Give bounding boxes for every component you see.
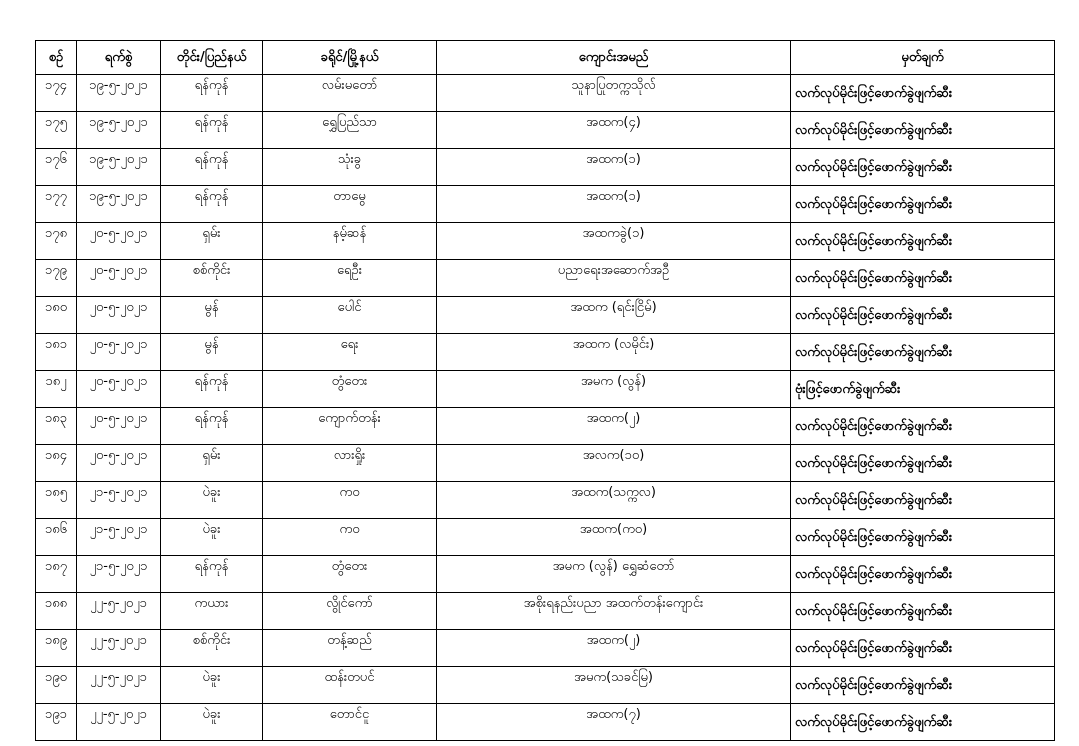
cell-school-name: အထက(၂) <box>437 630 791 667</box>
cell-region-state: ပဲခူး <box>161 667 263 704</box>
header-school-name: ကျောင်းအမည် <box>437 41 791 75</box>
cell-district-township: တွံတေး <box>263 556 437 593</box>
cell-date: ၂၀-၅-၂၀၂၁ <box>77 297 161 334</box>
cell-district-township: ရေး <box>263 334 437 371</box>
cell-district-township: ကဝ <box>263 519 437 556</box>
cell-serial-no: ၁၈၉ <box>36 630 77 667</box>
cell-remarks: လက်လုပ်မိုင်းဖြင့်ဖောက်ခွဲဖျက်ဆီး <box>791 260 1055 297</box>
cell-region-state: ရန်ကုန် <box>161 408 263 445</box>
cell-serial-no: ၁၈၆ <box>36 519 77 556</box>
cell-school-name: အထကခွဲ(၁) <box>437 223 791 260</box>
header-region-state: တိုင်း/ပြည်နယ် <box>161 41 263 75</box>
cell-remarks: ဗုံးဖြင့်ဖောက်ခွဲဖျက်ဆီး <box>791 371 1055 408</box>
header-remarks: မှတ်ချက် <box>791 41 1055 75</box>
cell-district-township: တောင်ငူ <box>263 704 437 741</box>
cell-district-township: တန့်ဆည် <box>263 630 437 667</box>
cell-date: ၂၁-၅-၂၀၂၁ <box>77 519 161 556</box>
cell-district-township: လမ်းမတော် <box>263 75 437 112</box>
cell-region-state: ပဲခူး <box>161 482 263 519</box>
cell-serial-no: ၁၇၇ <box>36 186 77 223</box>
cell-school-name: အမက(သခင်မြ) <box>437 667 791 704</box>
cell-region-state: ပဲခူး <box>161 519 263 556</box>
cell-remarks: လက်လုပ်မိုင်းဖြင့်ဖောက်ခွဲဖျက်ဆီး <box>791 334 1055 371</box>
cell-school-name: အထက(၁) <box>437 149 791 186</box>
cell-remarks: လက်လုပ်မိုင်းဖြင့်ဖောက်ခွဲဖျက်ဆီး <box>791 482 1055 519</box>
cell-remarks: လက်လုပ်မိုင်းဖြင့်ဖောက်ခွဲဖျက်ဆီး <box>791 630 1055 667</box>
cell-school-name: အထက (ရင်းငြိမ်) <box>437 297 791 334</box>
cell-school-name: အလက(၁၀) <box>437 445 791 482</box>
table-row <box>36 186 1055 223</box>
cell-region-state: ရန်ကုန် <box>161 112 263 149</box>
cell-school-name: အမက (လွန်) ရွှေဆံတော် <box>437 556 791 593</box>
cell-serial-no: ၁၈၅ <box>36 482 77 519</box>
table-row <box>36 75 1055 112</box>
cell-district-township: နမ့်ဆန် <box>263 223 437 260</box>
cell-date: ၁၉-၅-၂၀၂၁ <box>77 186 161 223</box>
cell-district-township: တွံတေး <box>263 371 437 408</box>
cell-school-name: အစိုးရနည်းပညာ အထက်တန်းကျောင်း <box>437 593 791 630</box>
cell-district-township: ပေါင် <box>263 297 437 334</box>
cell-school-name: အထက(သက္ကလ) <box>437 482 791 519</box>
cell-district-township: သုံးခွ <box>263 149 437 186</box>
cell-serial-no: ၁၈၁ <box>36 334 77 371</box>
cell-remarks: လက်လုပ်မိုင်းဖြင့်ဖောက်ခွဲဖျက်ဆီး <box>791 75 1055 112</box>
cell-serial-no: ၁၇၅ <box>36 112 77 149</box>
cell-region-state: မွန် <box>161 297 263 334</box>
cell-date: ၂၂-၅-၂၀၂၁ <box>77 593 161 630</box>
cell-remarks: လက်လုပ်မိုင်းဖြင့်ဖောက်ခွဲဖျက်ဆီး <box>791 593 1055 630</box>
header-district-township: ခရိုင်/မြို့နယ် <box>263 41 437 75</box>
table-row <box>36 334 1055 371</box>
table-row <box>36 149 1055 186</box>
table-row <box>36 260 1055 297</box>
cell-serial-no: ၁၈၈ <box>36 593 77 630</box>
cell-serial-no: ၁၈၂ <box>36 371 77 408</box>
cell-region-state: စစ်ကိုင်း <box>161 260 263 297</box>
cell-serial-no: ၁၇၉ <box>36 260 77 297</box>
table-row <box>36 408 1055 445</box>
cell-region-state: ရှမ်း <box>161 223 263 260</box>
cell-date: ၂၀-၅-၂၀၂၁ <box>77 334 161 371</box>
cell-remarks: လက်လုပ်မိုင်းဖြင့်ဖောက်ခွဲဖျက်ဆီး <box>791 556 1055 593</box>
cell-remarks: လက်လုပ်မိုင်းဖြင့်ဖောက်ခွဲဖျက်ဆီး <box>791 186 1055 223</box>
cell-date: ၂၀-၅-၂၀၂၁ <box>77 408 161 445</box>
cell-serial-no: ၁၇၈ <box>36 223 77 260</box>
cell-district-township: ရေဦး <box>263 260 437 297</box>
cell-serial-no: ၁၈၃ <box>36 408 77 445</box>
cell-region-state: စစ်ကိုင်း <box>161 630 263 667</box>
cell-school-name: အထက(၁) <box>437 186 791 223</box>
cell-date: ၂၀-၅-၂၀၂၁ <box>77 260 161 297</box>
table-row <box>36 593 1055 630</box>
table-body <box>36 75 1055 741</box>
cell-serial-no: ၁၉၁ <box>36 704 77 741</box>
cell-remarks: လက်လုပ်မိုင်းဖြင့်ဖောက်ခွဲဖျက်ဆီး <box>791 112 1055 149</box>
cell-school-name: အထက (လမိုင်း) <box>437 334 791 371</box>
table-row <box>36 704 1055 741</box>
incident-table <box>35 40 1055 741</box>
cell-date: ၁၉-၅-၂၀၂၁ <box>77 149 161 186</box>
cell-date: ၂၀-၅-၂၀၂၁ <box>77 371 161 408</box>
cell-school-name: အထက(ကဝ) <box>437 519 791 556</box>
cell-district-township: လွိုင်ကော် <box>263 593 437 630</box>
header-date: ရက်စွဲ <box>77 41 161 75</box>
table-row <box>36 630 1055 667</box>
cell-district-township: ထန်းတပင် <box>263 667 437 704</box>
cell-district-township: တာမွေ <box>263 186 437 223</box>
cell-region-state: ရန်ကုန် <box>161 75 263 112</box>
cell-serial-no: ၁၈၀ <box>36 297 77 334</box>
header-serial-no: စဉ် <box>36 41 77 75</box>
cell-school-name: သူနာပြုတက္ကသိုလ် <box>437 75 791 112</box>
cell-school-name: အထက(၂) <box>437 408 791 445</box>
cell-district-township: ကဝ <box>263 482 437 519</box>
cell-region-state: ရန်ကုန် <box>161 371 263 408</box>
table-row <box>36 556 1055 593</box>
cell-remarks: လက်လုပ်မိုင်းဖြင့်ဖောက်ခွဲဖျက်ဆီး <box>791 149 1055 186</box>
cell-school-name: အထက(၇) <box>437 704 791 741</box>
table-row <box>36 297 1055 334</box>
cell-date: ၂၁-၅-၂၀၂၁ <box>77 556 161 593</box>
cell-date: ၂၂-၅-၂၀၂၁ <box>77 667 161 704</box>
cell-serial-no: ၁၈၄ <box>36 445 77 482</box>
cell-date: ၁၉-၅-၂၀၂၁ <box>77 112 161 149</box>
cell-remarks: လက်လုပ်မိုင်းဖြင့်ဖောက်ခွဲဖျက်ဆီး <box>791 704 1055 741</box>
cell-region-state: ကယား <box>161 593 263 630</box>
cell-date: ၂၂-၅-၂၀၂၁ <box>77 630 161 667</box>
cell-region-state: ရန်ကုန် <box>161 149 263 186</box>
cell-district-township: ရွှေပြည်သာ <box>263 112 437 149</box>
cell-date: ၂၁-၅-၂၀၂၁ <box>77 482 161 519</box>
table-row <box>36 371 1055 408</box>
table-row <box>36 482 1055 519</box>
cell-district-township: ကျောက်တန်း <box>263 408 437 445</box>
table-row <box>36 223 1055 260</box>
table-row <box>36 112 1055 149</box>
cell-serial-no: ၁၇၆ <box>36 149 77 186</box>
table-row <box>36 519 1055 556</box>
cell-school-name: ပညာရေးအဆောက်အဦ <box>437 260 791 297</box>
table-row <box>36 445 1055 482</box>
cell-remarks: လက်လုပ်မိုင်းဖြင့်ဖောက်ခွဲဖျက်ဆီး <box>791 297 1055 334</box>
cell-date: ၂၀-၅-၂၀၂၁ <box>77 445 161 482</box>
cell-school-name: အမက (လွန်) <box>437 371 791 408</box>
cell-district-township: လားရှိုး <box>263 445 437 482</box>
cell-serial-no: ၁၇၄ <box>36 75 77 112</box>
cell-date: ၂၀-၅-၂၀၂၁ <box>77 223 161 260</box>
cell-date: ၂၂-၅-၂၀၂၁ <box>77 704 161 741</box>
table-row <box>36 667 1055 704</box>
cell-region-state: ပဲခူး <box>161 704 263 741</box>
cell-remarks: လက်လုပ်မိုင်းဖြင့်ဖောက်ခွဲဖျက်ဆီး <box>791 445 1055 482</box>
cell-region-state: မွန် <box>161 334 263 371</box>
cell-region-state: ရန်ကုန် <box>161 186 263 223</box>
cell-school-name: အထက(၄) <box>437 112 791 149</box>
cell-remarks: လက်လုပ်မိုင်းဖြင့်ဖောက်ခွဲဖျက်ဆီး <box>791 667 1055 704</box>
cell-region-state: ရှမ်း <box>161 445 263 482</box>
cell-serial-no: ၁၉၀ <box>36 667 77 704</box>
cell-date: ၁၉-၅-၂၀၂၁ <box>77 75 161 112</box>
cell-serial-no: ၁၈၇ <box>36 556 77 593</box>
cell-remarks: လက်လုပ်မိုင်းဖြင့်ဖောက်ခွဲဖျက်ဆီး <box>791 408 1055 445</box>
cell-region-state: ရန်ကုန် <box>161 556 263 593</box>
table-header-row <box>36 41 1055 75</box>
cell-remarks: လက်လုပ်မိုင်းဖြင့်ဖောက်ခွဲဖျက်ဆီး <box>791 519 1055 556</box>
cell-remarks: လက်လုပ်မိုင်းဖြင့်ဖောက်ခွဲဖျက်ဆီး <box>791 223 1055 260</box>
